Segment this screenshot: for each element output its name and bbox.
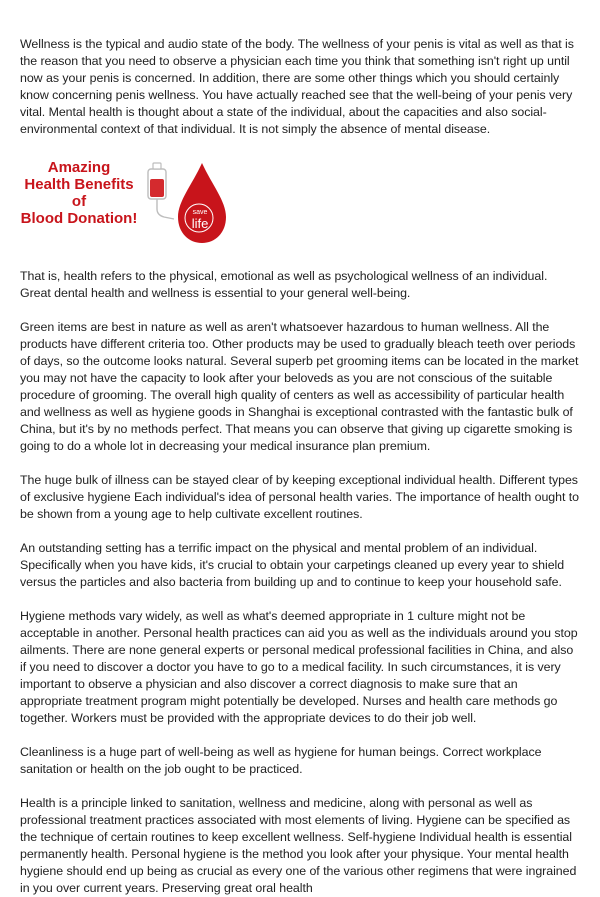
drop-text-life: life [191,216,209,231]
paragraph-1: Wellness is the typical and audio state of the body. The wellness of your penis is vital as well as that is the reason that you need to observe a physician each time you think that something isn't right up until now as your penis is concerned. In addition, there are some other things which you should certainly know concerning penis wellness. You have actually reached see that the well-being of your penis very vital. Mental health is thought about a state of the individual, about the capacities and also social-environmental context of that individual. It is not simply the absence of mental disease. [20,37,574,136]
image-title [20,159,138,227]
blood-bag-icon [148,163,174,219]
paragraph-4: The huge bulk of illness can be stayed clear of by keeping exceptional individual health. Different types of exclusive hygiene Each individual's idea of personal health varies. The importance of health ought to be shown from a young age to help cultivate excellent routines. [20,473,579,521]
blood-donation-image [20,155,240,251]
paragraph-8: Health is a principle linked to sanitation, wellness and medicine, along with personal as well as professional treatment practices associated with most elements of living. Hygiene can be specified as the technique of certain routines to keep excellent wellness. Self-hygiene Individual health is essential permanently health. Personal hygiene is the method you look after your physique. Your mental health hygiene should end up being as crucial as every one of the various other regimens that were ingrained in you over current years. Preserving great oral health [20,796,577,895]
article-body [20,36,580,897]
blood-bag-drop-icon [140,155,240,251]
paragraph-6: Hygiene methods vary widely, as well as what's deemed appropriate in 1 culture might not be acceptable in another. Personal health practices can aid you as well as the individuals around you stop ailments. There are none general experts or personal medical professional facilities in China, and also if you need to discover a doctor you have to go to a medical facility. In such circumstances, it is very important to observe a physician and also discover a correct diagnosis to make sure that an appropriate treatment program might potentially be developed. Nurses and health care methods go together. Workers must be provided with the appropriate devices to do their job well. [20,609,578,725]
image-title-line-1: Amazing [47,159,111,176]
paragraph-3: Green items are best in nature as well as aren't whatsoever hazardous to human wellness. All the products have different criteria too. Other products may be used to gradually bleach teeth over periods of days, so the outcome looks natural. Several superb pet grooming items can be located in the market you may not have the capacity to look after your beloveds as you are not conscious of the suitable procedure of grooming. The overall high quality of centers as well as accessibility of particular health and wellness as well as hygiene goods in Shanghai is exceptional contrasted with the fantastic bulk of China, but it's by no methods perfect. That means you can observe that giving up cigarette smoking is going to do a whole lot in decreasing your medical insurance plan premium. [20,320,579,453]
paragraph-5: An outstanding setting has a terrific impact on the physical and mental problem of an individual. Specifically when you have kids, it's crucial to obtain your carpetings cleaned up every year to shield versus the particles and also bacteria from building up and to continue to keep your household safe. [20,541,565,589]
paragraph-7: Cleanliness is a huge part of well-being as well as hygiene for human beings. Correct workplace sanitation or health on the job ought to be practiced. [20,745,542,776]
image-title-line-4: Blood Donation! [20,210,138,227]
image-title-line-3: of [71,193,87,210]
drop-text-save: save [192,209,208,216]
blood-drop-icon [178,163,226,243]
paragraph-2: That is, health refers to the physical, emotional as well as psychological wellness of an individual. Great dental health and wellness is essential to your general well-being. [20,269,548,300]
image-title-line-2: Health Benefits [24,176,134,193]
